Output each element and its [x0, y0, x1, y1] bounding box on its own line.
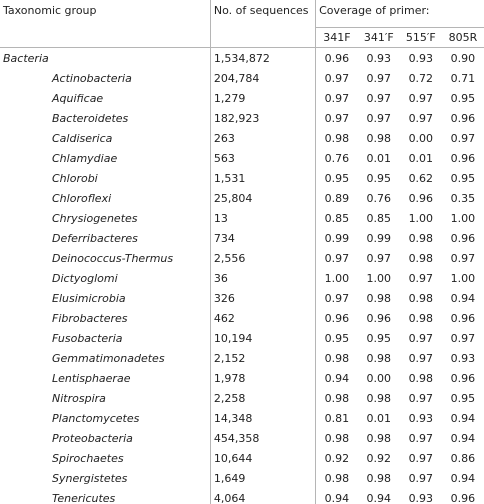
coverage-cell-341f: 0.89 — [324, 191, 350, 205]
table-row — [0, 308, 484, 328]
coverage-cell-341prime-f: 0.94 — [366, 491, 391, 504]
sequence-count-cell: 563 — [210, 148, 315, 168]
coverage-cell-341f: 0.96 — [324, 51, 350, 65]
taxon-name-cell: Elusimicrobia — [0, 288, 210, 308]
sequence-count-cell: 326 — [210, 288, 315, 308]
header-primer-341f: 341F — [316, 28, 358, 48]
coverage-cell-341f: 0.97 — [324, 251, 350, 265]
coverage-cell-515prime-f: 0.62 — [408, 171, 434, 185]
coverage-cell-805r: 0.71 — [450, 71, 476, 85]
coverage-cell-341prime-f: 0.98 — [366, 391, 391, 405]
coverage-cell-515prime-f: 0.98 — [408, 311, 434, 325]
taxon-name-cell: Nitrospira — [0, 388, 210, 408]
taxon-name-cell: Bacteroidetes — [0, 108, 210, 128]
coverage-cell-341f: 0.98 — [324, 471, 350, 485]
coverage-cell-515prime-f: 0.97 — [408, 271, 434, 285]
coverage-cell-805r: 0.96 — [450, 311, 476, 325]
header-coverage-of-primer: Coverage of primer: — [316, 0, 484, 28]
coverage-cell-805r: 0.93 — [450, 351, 476, 365]
coverage-cell-341prime-f: 0.97 — [366, 71, 391, 85]
table-row — [0, 148, 484, 168]
table-row — [0, 488, 484, 504]
sequence-count-cell: 14,348 — [210, 408, 315, 428]
table-row — [0, 88, 484, 108]
sequence-count-cell: 4,064 — [210, 488, 315, 504]
coverage-cell-341f: 0.95 — [324, 171, 350, 185]
coverage-cell-341f: 0.97 — [324, 91, 350, 105]
coverage-cell-805r: 0.96 — [450, 151, 476, 165]
coverage-cell-805r: 0.94 — [450, 411, 476, 425]
taxon-name-cell: Fibrobacteres — [0, 308, 210, 328]
coverage-cell-341prime-f: 0.01 — [366, 411, 391, 425]
coverage-cell-805r: 0.97 — [450, 131, 476, 145]
coverage-cell-341prime-f: 0.95 — [366, 171, 391, 185]
coverage-cell-341f: 0.98 — [324, 391, 350, 405]
sequence-count-cell: 10,194 — [210, 328, 315, 348]
coverage-cell-341prime-f: 0.98 — [366, 431, 391, 445]
header-row — [0, 0, 484, 28]
taxon-name-cell: Gemmatimonadetes — [0, 348, 210, 368]
coverage-cell-805r: 0.35 — [450, 191, 476, 205]
coverage-cell-515prime-f: 0.97 — [408, 451, 434, 465]
coverage-cell-341prime-f: 0.99 — [366, 231, 391, 245]
taxon-name-cell: Caldiserica — [0, 128, 210, 148]
coverage-cell-805r: 0.96 — [450, 231, 476, 245]
table-body — [0, 48, 484, 504]
coverage-cell-341prime-f: 0.92 — [366, 451, 391, 465]
coverage-cell-805r: 0.95 — [450, 171, 476, 185]
coverage-cell-805r: 1.00 — [450, 271, 476, 285]
coverage-cell-341prime-f: 0.01 — [366, 151, 391, 165]
taxon-name-cell: Spirochaetes — [0, 448, 210, 468]
coverage-cell-515prime-f: 0.93 — [408, 491, 434, 504]
coverage-cell-341prime-f: 1.00 — [366, 271, 391, 285]
coverage-cell-515prime-f: 0.93 — [408, 51, 434, 65]
taxon-name-cell: Chloroflexi — [0, 188, 210, 208]
taxon-name-cell: Proteobacteria — [0, 428, 210, 448]
table-header — [0, 0, 484, 48]
coverage-cell-341prime-f: 0.00 — [366, 371, 391, 385]
coverage-cell-341f: 0.99 — [324, 231, 350, 245]
coverage-cell-341prime-f: 0.97 — [366, 111, 391, 125]
coverage-cell-341f: 0.98 — [324, 131, 350, 145]
coverage-cell-805r: 0.95 — [450, 91, 476, 105]
header-primer-805r: 805R — [442, 28, 484, 48]
sequence-count-cell: 182,923 — [210, 108, 315, 128]
coverage-cell-515prime-f: 0.72 — [408, 71, 434, 85]
coverage-cell-805r: 0.96 — [450, 491, 476, 504]
coverage-cell-515prime-f: 0.98 — [408, 251, 434, 265]
coverage-cell-515prime-f: 0.97 — [408, 331, 434, 345]
coverage-cell-805r: 0.86 — [450, 451, 476, 465]
coverage-cell-515prime-f: 0.97 — [408, 391, 434, 405]
sequence-count-cell: 1,279 — [210, 88, 315, 108]
coverage-cell-515prime-f: 0.97 — [408, 351, 434, 365]
table-row — [0, 48, 484, 69]
taxon-name-cell: Dictyoglomi — [0, 268, 210, 288]
coverage-cell-515prime-f: 1.00 — [408, 211, 434, 225]
coverage-cell-341f: 0.76 — [324, 151, 350, 165]
sequence-count-cell: 1,531 — [210, 168, 315, 188]
taxon-name-cell: Synergistetes — [0, 468, 210, 488]
taxon-name-cell: Bacteria — [0, 48, 210, 69]
taxon-name-cell: Chlorobi — [0, 168, 210, 188]
coverage-cell-341f: 0.98 — [324, 431, 350, 445]
coverage-cell-515prime-f: 0.00 — [408, 131, 434, 145]
coverage-cell-341f: 0.98 — [324, 351, 350, 365]
coverage-cell-341prime-f: 0.97 — [366, 91, 391, 105]
coverage-cell-341prime-f: 0.96 — [366, 311, 391, 325]
coverage-cell-805r: 0.94 — [450, 471, 476, 485]
header-taxonomic-group: Taxonomic group — [0, 0, 210, 48]
coverage-cell-341f: 0.97 — [324, 71, 350, 85]
taxon-name-cell: Planctomycetes — [0, 408, 210, 428]
coverage-cell-515prime-f: 0.97 — [408, 91, 434, 105]
coverage-cell-515prime-f: 0.98 — [408, 291, 434, 305]
coverage-cell-341f: 0.95 — [324, 331, 350, 345]
coverage-cell-341prime-f: 0.98 — [366, 291, 391, 305]
table-row — [0, 408, 484, 428]
coverage-cell-805r: 1.00 — [450, 211, 476, 225]
coverage-cell-805r: 0.96 — [450, 111, 476, 125]
table-row — [0, 168, 484, 188]
coverage-cell-515prime-f: 0.98 — [408, 231, 434, 245]
table-row — [0, 208, 484, 228]
coverage-cell-341prime-f: 0.95 — [366, 331, 391, 345]
coverage-cell-341f: 0.97 — [324, 291, 350, 305]
taxon-name-cell: Deinococcus-Thermus — [0, 248, 210, 268]
taxon-name-cell: Actinobacteria — [0, 68, 210, 88]
coverage-cell-341prime-f: 0.98 — [366, 351, 391, 365]
coverage-cell-515prime-f: 0.97 — [408, 471, 434, 485]
table-row — [0, 368, 484, 388]
table-row — [0, 428, 484, 448]
coverage-cell-805r: 0.90 — [450, 51, 476, 65]
table-row — [0, 348, 484, 368]
sequence-count-cell: 204,784 — [210, 68, 315, 88]
coverage-cell-341prime-f: 0.97 — [366, 251, 391, 265]
sequence-count-cell: 454,358 — [210, 428, 315, 448]
taxon-name-cell: Lentisphaerae — [0, 368, 210, 388]
sequence-count-cell: 462 — [210, 308, 315, 328]
sequence-count-cell: 10,644 — [210, 448, 315, 468]
sequence-count-cell: 1,978 — [210, 368, 315, 388]
table-row — [0, 68, 484, 88]
taxon-name-cell: Chrysiogenetes — [0, 208, 210, 228]
coverage-cell-515prime-f: 0.01 — [408, 151, 434, 165]
taxon-name-cell: Deferribacteres — [0, 228, 210, 248]
header-primer-341prime-f: 341′F — [358, 28, 400, 48]
coverage-cell-341f: 0.94 — [324, 491, 350, 504]
table-row — [0, 108, 484, 128]
table-row — [0, 268, 484, 288]
table-row — [0, 188, 484, 208]
table-row — [0, 128, 484, 148]
coverage-cell-341prime-f: 0.98 — [366, 471, 391, 485]
coverage-cell-341f: 0.94 — [324, 371, 350, 385]
taxon-name-cell: Aquificae — [0, 88, 210, 108]
sequence-count-cell: 263 — [210, 128, 315, 148]
table-row — [0, 248, 484, 268]
coverage-cell-805r: 0.97 — [450, 251, 476, 265]
table-row — [0, 388, 484, 408]
coverage-cell-341prime-f: 0.85 — [366, 211, 391, 225]
table-row — [0, 468, 484, 488]
header-number-of-sequences: No. of sequences — [210, 0, 315, 48]
coverage-cell-805r: 0.94 — [450, 431, 476, 445]
coverage-cell-341f: 0.96 — [324, 311, 350, 325]
coverage-cell-341prime-f: 0.93 — [366, 51, 391, 65]
sequence-count-cell: 2,556 — [210, 248, 315, 268]
coverage-cell-515prime-f: 0.97 — [408, 431, 434, 445]
sequence-count-cell: 36 — [210, 268, 315, 288]
table-row — [0, 228, 484, 248]
sequence-count-cell: 734 — [210, 228, 315, 248]
sequence-count-cell: 1,649 — [210, 468, 315, 488]
coverage-cell-805r: 0.96 — [450, 371, 476, 385]
coverage-cell-341f: 1.00 — [324, 271, 350, 285]
coverage-cell-341f: 0.92 — [324, 451, 350, 465]
table-row — [0, 288, 484, 308]
sequence-count-cell: 1,534,872 — [210, 48, 315, 69]
coverage-cell-341f: 0.97 — [324, 111, 350, 125]
coverage-cell-515prime-f: 0.97 — [408, 111, 434, 125]
coverage-cell-515prime-f: 0.96 — [408, 191, 434, 205]
taxon-name-cell: Fusobacteria — [0, 328, 210, 348]
coverage-cell-341f: 0.81 — [324, 411, 350, 425]
sequence-count-cell: 13 — [210, 208, 315, 228]
sequence-count-cell: 2,152 — [210, 348, 315, 368]
coverage-cell-341prime-f: 0.76 — [366, 191, 391, 205]
taxon-name-cell: Chlamydiae — [0, 148, 210, 168]
coverage-cell-515prime-f: 0.93 — [408, 411, 434, 425]
taxon-name-cell: Tenericutes — [0, 488, 210, 504]
coverage-cell-805r: 0.97 — [450, 331, 476, 345]
coverage-cell-341f: 0.85 — [324, 211, 350, 225]
table-row — [0, 448, 484, 468]
table-row — [0, 328, 484, 348]
coverage-cell-515prime-f: 0.98 — [408, 371, 434, 385]
coverage-cell-805r: 0.95 — [450, 391, 476, 405]
header-primer-515prime-f: 515′F — [400, 28, 442, 48]
sequence-count-cell: 2,258 — [210, 388, 315, 408]
sequence-count-cell: 25,804 — [210, 188, 315, 208]
coverage-cell-341prime-f: 0.98 — [366, 131, 391, 145]
coverage-cell-805r: 0.94 — [450, 291, 476, 305]
